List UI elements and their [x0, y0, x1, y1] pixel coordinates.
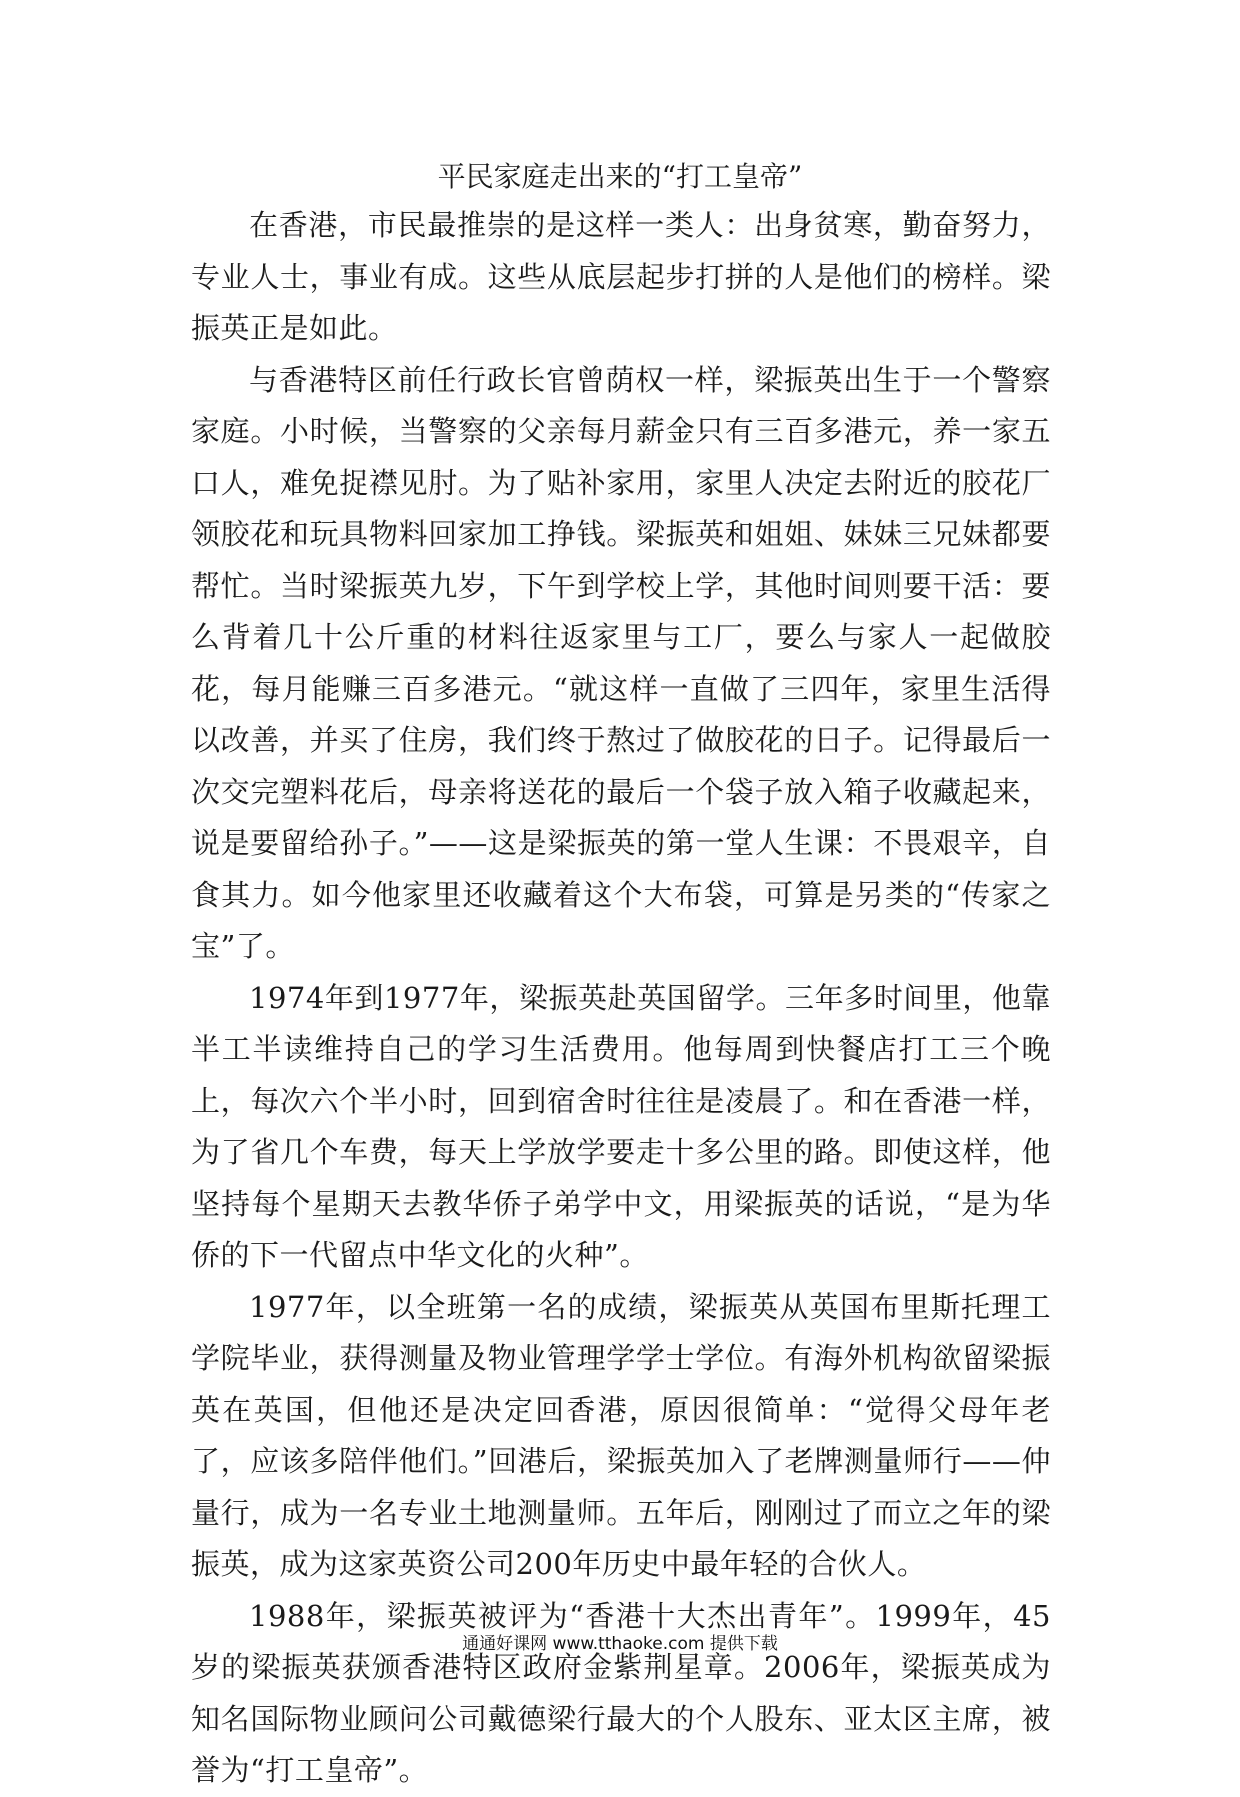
paragraph-5: 1988年，梁振英被评为“香港十大杰出青年”。1999年，45岁的梁振英获颁香港特区政府金紫荆星章。2006年，梁振英成为知名国际物业顾问公司戴德梁行最大的个人股东、亚太区主席，被誉为“打工皇帝”。: [191, 1598, 1051, 1787]
article-title: 平民家庭走出来的“打工皇帝”: [437, 160, 803, 193]
paragraph-3: 1974年到1977年，梁振英赴英国留学。三年多时间里，他靠半工半读维持自己的学习生活费用。他每周到快餐店打工三个晚上，每次六个半小时，回到宿舍时往往是凌晨了。和在香港一样，为了省几个车费，每天上学放学要走十多公里的路。即使这样，他坚持每个星期天去教华侨子弟学中文，用梁振英的话说，“是为华侨的下一代留点中华文化的火种”。: [191, 980, 1051, 1272]
paragraph-4: 1977年，以全班第一名的成绩，梁振英从英国布里斯托理工学院毕业，获得测量及物业管理学学士学位。有海外机构欲留梁振英在英国，但他还是决定回香港，原因很简单：“觉得父母年老了，应该多陪伴他们。”回港后，梁振英加入了老牌测量师行——仲量行，成为一名专业土地测量师。五年后，刚刚过了而立之年的梁振英，成为这家英资公司200年历史中最年轻的合伙人。: [191, 1289, 1051, 1581]
page-footer: 通通好课网 www.tthaoke.com 提供下载: [462, 1634, 778, 1654]
paragraph-1: 在香港，市民最推崇的是这样一类人：出身贫寒，勤奋努力，专业人士，事业有成。这些从底层起步打拼的人是他们的榜样。梁振英正是如此。: [191, 208, 1051, 345]
article-body: [191, 200, 1051, 1797]
paragraph-2: 与香港特区前任行政长官曾荫权一样，梁振英出生于一个警察家庭。小时候，当警察的父亲每月薪金只有三百多港元，养一家五口人，难免捉襟见肘。为了贴补家用，家里人决定去附近的胶花厂领胶花和玩具物料回家加工挣钱。梁振英和姐姐、妹妹三兄妹都要帮忙。当时梁振英九岁，下午到学校上学，其他时间则要干活：要么背着几十公斤重的材料往返家里与工厂，要么与家人一起做胶花，每月能赚三百多港元。“就这样一直做了三四年，家里生活得以改善，并买了住房，我们终于熬过了做胶花的日子。记得最后一次交完塑料花后，母亲将送花的最后一个袋子放入箱子收藏起来，说是要留给孙子。”——这是梁振英的第一堂人生课：不畏艰辛，自食其力。如今他家里还收藏着这个大布袋，可算是另类的“传家之宝”了。: [191, 362, 1051, 963]
